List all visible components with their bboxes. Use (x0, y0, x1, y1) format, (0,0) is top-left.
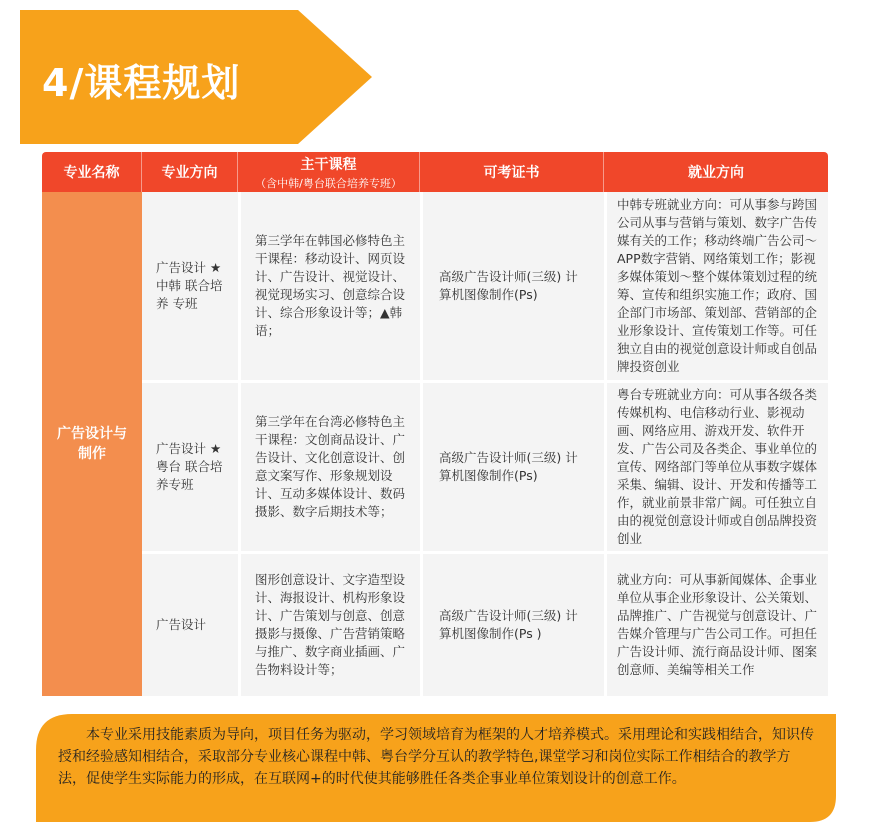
courses-text: 第三学年在台湾必修特色主干课程：文创商品设计、广告设计、文化创意设计、创意文案写作、形象规划设计、互动多媒体设计、数码摄影、数字后期技术等； (255, 414, 406, 519)
direction-text: 广告设计 (156, 617, 207, 632)
summary-box (36, 714, 836, 822)
courses-text: 第三学年在韩国必修特色主干课程：移动设计、网页设计、广告设计、视觉设计、视觉现场实习、创意综合设计、综合形象设计等；▲韩语； (255, 233, 406, 338)
header-courses (238, 152, 420, 192)
career-text: 就业方向：可从事新闻媒体、企事业单位从事企业形象设计、公关策划、品牌推广、广告视觉与创意设计、广告媒介管理与广告公司工作。可担任广告设计师、流行商品设计师、图案创意师、美编等相关工作 (617, 572, 818, 677)
career-text: 粤台专班就业方向：可从事各级各类传媒机构、电信移动行业、影视动画、网络应用、游戏开发、软件开发、广告公司及各类企、事业单位的宣传、网络部门等单位从事数字媒体采集、编辑、设计、开发和传播等工作，就业前景非常广阔。可任独立自由的视觉创意设计师或自创品牌投资创业 (617, 387, 818, 546)
summary-text: 本专业采用技能素质为导向，项目任务为驱动，学习领域培育为框架的人才培养模式。采用理论和实践相结合，知识传授和经验感知相结合，采取部分专业核心课程中韩、粤台学分互认的教学特色,课堂学习和岗位实际工作相结合的教学方法，促使学生实际能力的形成，在互联网+的时代使其能够胜任各类企事业单位策划设计的创意工作。 (58, 727, 814, 787)
certificate-cell (420, 383, 604, 551)
career-cell (604, 383, 828, 551)
courses-text: 图形创意设计、文字造型设计、海报设计、机构形象设计、广告策划与创意、创意摄影与摄像、广告营销策略与推广、数字商业插画、广告物料设计等； (255, 572, 406, 677)
direction-text: 广告设计 ★中韩 联合培养 专班 (156, 260, 223, 311)
header-direction-label: 专业方向 (161, 165, 218, 181)
header-courses-label: 主干课程 (300, 156, 357, 173)
certificate-cell (420, 554, 604, 696)
header-direction (142, 152, 238, 192)
curriculum-table (42, 152, 828, 696)
career-text: 中韩专班就业方向：可从事参与跨国公司从事与营销与策划、数字广告传媒有关的工作；移动终端广告公司～APP数字营销、网络策划工作；影视多媒体策划～整个媒体策划过程的统筹、宣传和组织实施工作；政府、国企部门市场部、策划部、营销部的企业形象设计、宣传策划工作等。可任独立自由的视觉创意设计师或自创品牌投资创业 (617, 197, 818, 374)
section-title: 4/课程规划 (42, 61, 241, 105)
table-row (142, 383, 828, 551)
courses-cell (238, 554, 420, 696)
direction-cell (142, 554, 238, 696)
header-certificate (420, 152, 604, 192)
header-career-label: 就业方向 (688, 165, 744, 181)
courses-cell (238, 192, 420, 380)
table-header-row (42, 152, 828, 192)
certificate-text: 高级广告设计师(三级) 计算机图像制作(Ps) (439, 269, 578, 302)
certificate-text: 高级广告设计师(三级) 计算机图像制作(Ps ) (439, 608, 578, 641)
table-row (142, 192, 828, 380)
certificate-cell (420, 192, 604, 380)
direction-text: 广告设计 ★粤台 联合培养专班 (156, 441, 223, 492)
major-name-cell (42, 192, 142, 696)
career-cell (604, 554, 828, 696)
table-row (142, 554, 828, 696)
header-courses-sublabel: （含中韩/粤台联合培养专班） (255, 176, 402, 190)
header-certificate-label: 可考证书 (483, 165, 540, 181)
direction-cell (142, 383, 238, 551)
header-major-label: 专业名称 (63, 165, 120, 181)
direction-cell (142, 192, 238, 380)
major-name: 广告设计与制作 (57, 426, 127, 462)
career-cell (604, 192, 828, 380)
courses-cell (238, 383, 420, 551)
certificate-text: 高级广告设计师(三级) 计算机图像制作(Ps) (439, 450, 578, 483)
header-career (604, 152, 828, 192)
header-major (42, 152, 142, 192)
